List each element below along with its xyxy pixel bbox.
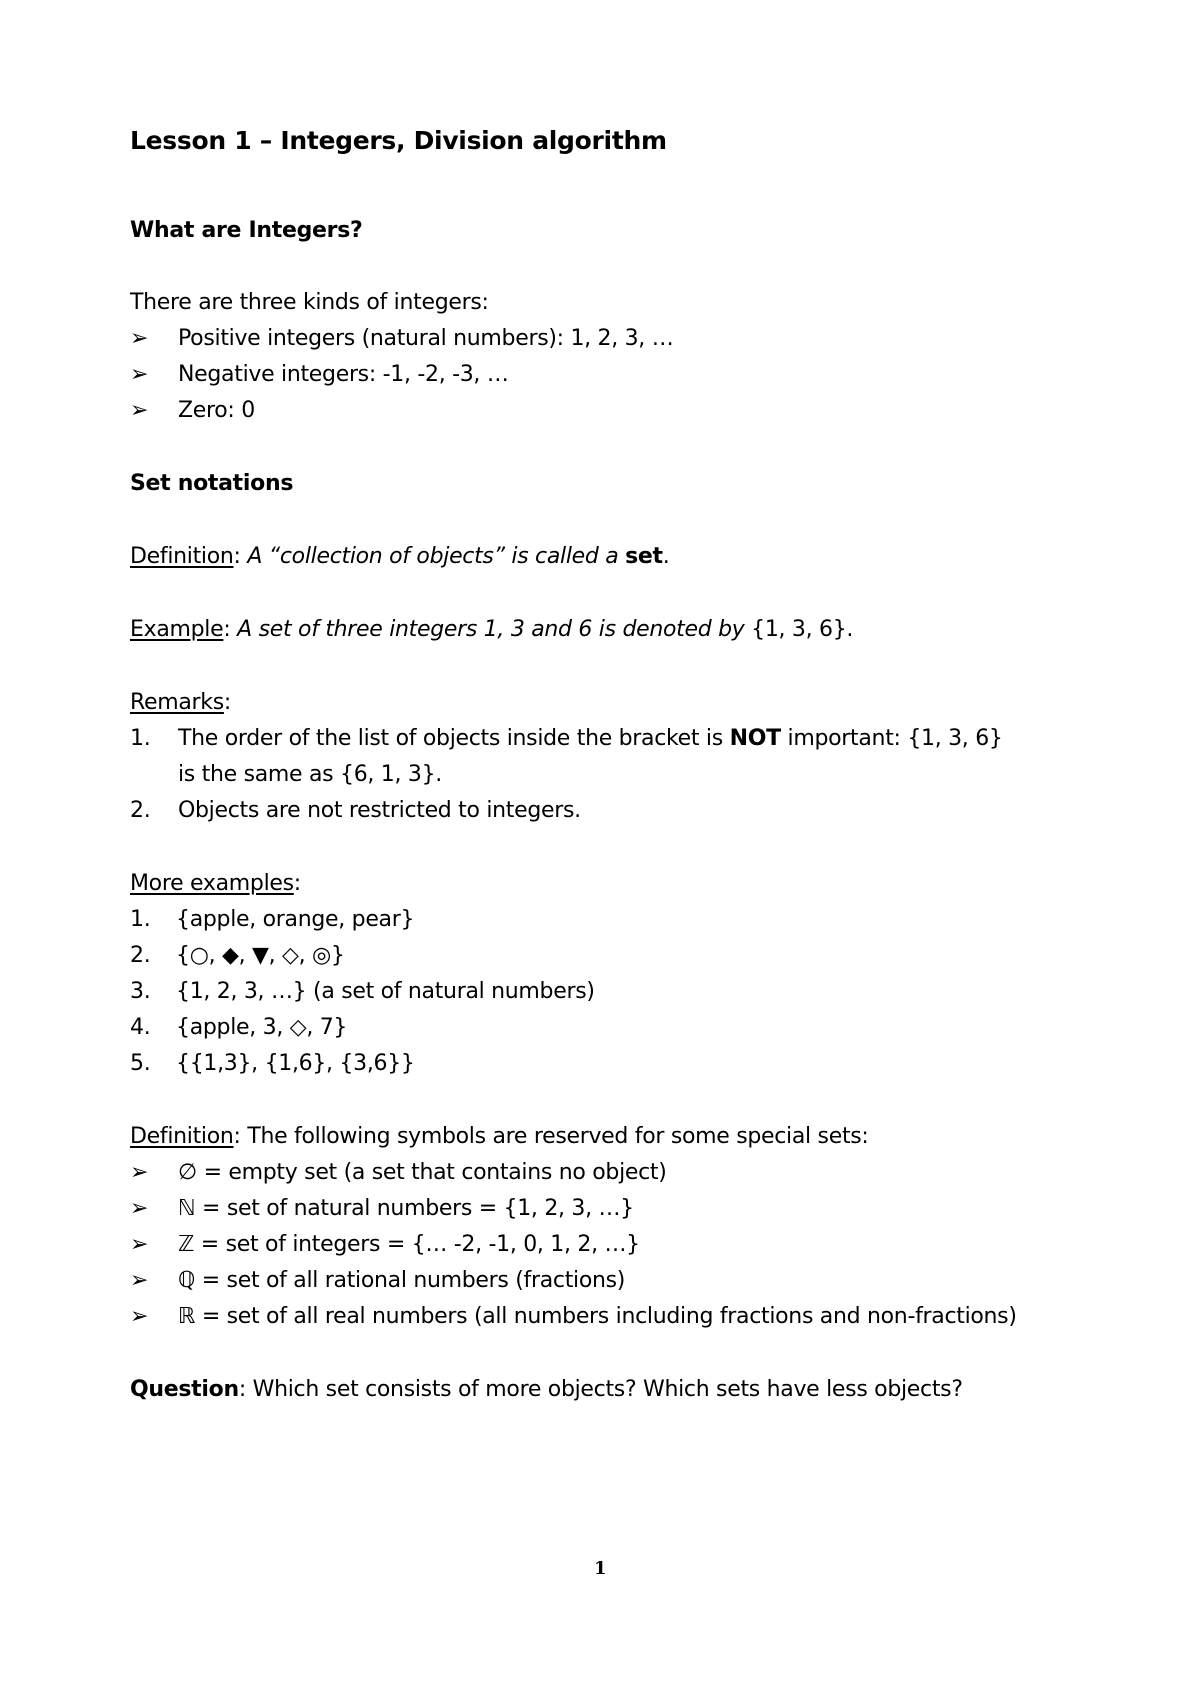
arrowhead-bullet-icon: ➢ [130, 398, 149, 423]
set-description: = set of all real numbers (all numbers including fractions and non-fractions) [195, 1304, 1017, 1329]
example-set-notation: {1, 3, 6}. [744, 617, 854, 642]
list-item-text: Zero: 0 [178, 398, 255, 423]
example-number: 5. [130, 1051, 151, 1076]
example-item-text: {1, 2, 3, …} (a set of natural numbers) [176, 979, 595, 1004]
definition-special-sets [130, 1122, 869, 1152]
example-separator: : [223, 617, 231, 642]
more-examples-separator: : [293, 871, 301, 896]
remark-text: Objects are not restricted to integers. [178, 798, 581, 823]
integers-intro: There are three kinds of integers: [130, 290, 489, 315]
definition-set [130, 542, 669, 572]
arrowhead-bullet-icon: ➢ [130, 1160, 149, 1185]
question-text: : Which set consists of more objects? Which sets have less objects? [238, 1377, 963, 1402]
example-set [130, 615, 853, 645]
question [130, 1375, 963, 1405]
example-number: 4. [130, 1015, 151, 1040]
arrowhead-bullet-icon: ➢ [130, 326, 149, 351]
remarks-heading [130, 688, 231, 718]
set-symbol: ℝ [178, 1304, 196, 1329]
arrowhead-bullet-icon: ➢ [130, 362, 149, 387]
question-label: Question [130, 1377, 239, 1402]
page-number: 1 [594, 1558, 607, 1579]
example-number: 1. [130, 907, 151, 932]
example-number: 3. [130, 979, 151, 1004]
remark-text [178, 724, 1003, 754]
example-text: A set of three integers 1, 3 and 6 is denoted by [230, 617, 745, 642]
set-description: = set of all rational numbers (fractions) [195, 1268, 626, 1293]
arrowhead-bullet-icon: ➢ [130, 1304, 149, 1329]
set-symbol: ∅ [178, 1160, 197, 1185]
set-description: = empty set (a set that contains no object) [196, 1160, 667, 1185]
lesson-title: Lesson 1 – Integers, Division algorithm [130, 126, 667, 155]
remark-emphasis: NOT [729, 726, 781, 751]
remark-number: 1. [130, 726, 151, 751]
list-item-text: Negative integers: -1, -2, -3, … [178, 362, 509, 387]
remark-text-part: The order of the list of objects inside the bracket is [178, 726, 730, 751]
arrowhead-bullet-icon: ➢ [130, 1232, 149, 1257]
example-label: Example [130, 617, 224, 642]
set-symbol: ℤ [178, 1232, 195, 1257]
example-item-text: {○, ◆, ▼, ◇, ◎} [176, 943, 345, 968]
heading-what-are-integers: What are Integers? [130, 218, 363, 243]
remarks-label: Remarks [130, 690, 224, 715]
remark-continuation: is the same as {6, 1, 3}. [178, 762, 442, 787]
example-item-text: {apple, 3, ◇, 7} [176, 1015, 348, 1040]
definition-label: Definition [130, 1124, 234, 1149]
set-description: = set of integers = {… -2, -1, 0, 1, 2, …} [194, 1232, 640, 1257]
more-examples-heading [130, 869, 301, 899]
arrowhead-bullet-icon: ➢ [130, 1196, 149, 1221]
set-symbol: ℚ [178, 1268, 196, 1293]
example-number: 2. [130, 943, 151, 968]
definition-separator: : [233, 544, 241, 569]
more-examples-label: More examples [130, 871, 294, 896]
remark-number: 2. [130, 798, 151, 823]
example-item-text: {{1,3}, {1,6}, {3,6}} [176, 1051, 415, 1076]
definition-label: Definition [130, 544, 234, 569]
list-item-text: Positive integers (natural numbers): 1, 2, 3, … [178, 326, 674, 351]
set-description: = set of natural numbers = {1, 2, 3, …} [195, 1196, 634, 1221]
remark-text-part: important: {1, 3, 6} [780, 726, 1003, 751]
set-symbol: ℕ [178, 1196, 196, 1221]
arrowhead-bullet-icon: ➢ [130, 1268, 149, 1293]
definition-text: A “collection of objects” is called a [240, 544, 626, 569]
remarks-separator: : [223, 690, 232, 715]
definition-end: . [662, 544, 670, 569]
example-item-text: {apple, orange, pear} [176, 907, 415, 932]
definition-text: : The following symbols are reserved for some special sets: [233, 1124, 869, 1149]
definition-term: set [625, 544, 663, 569]
heading-set-notations: Set notations [130, 471, 294, 496]
